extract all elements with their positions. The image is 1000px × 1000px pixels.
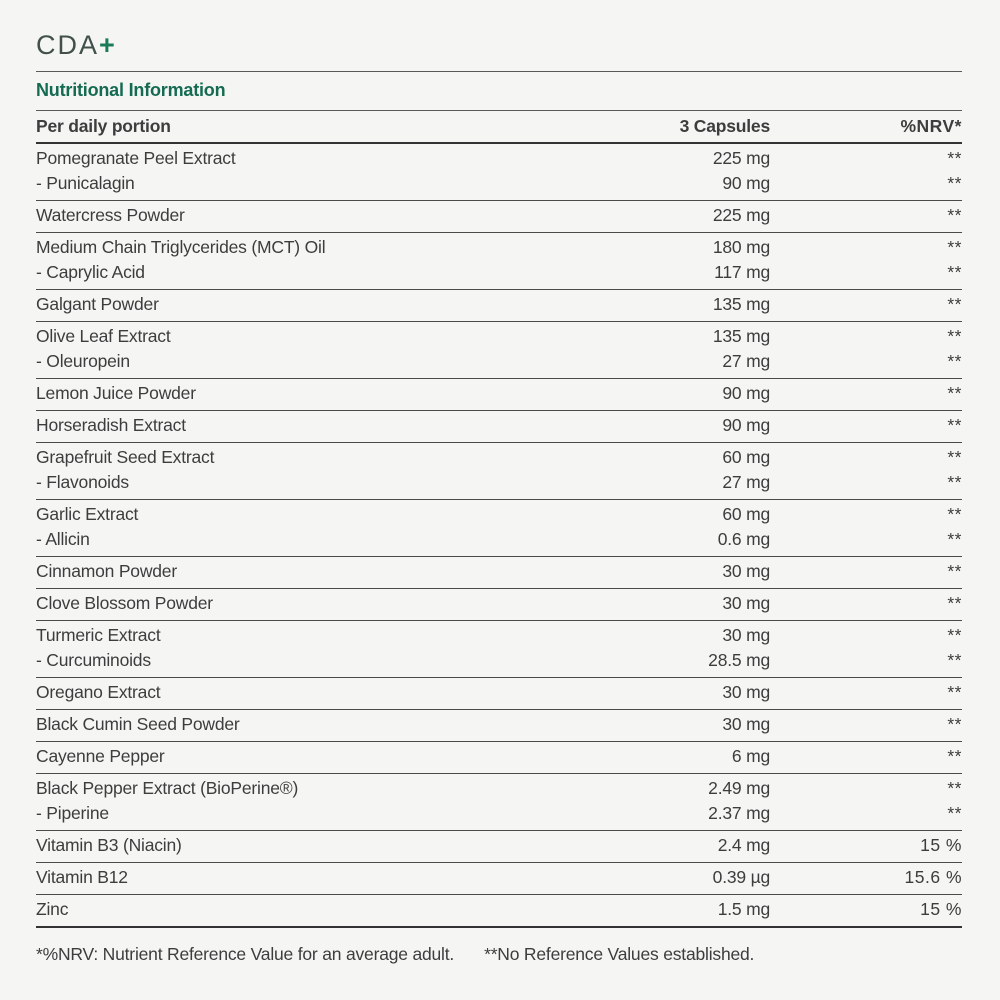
amount-value: 28.5 mg [708,650,770,670]
ingredient-line [36,502,962,527]
ingredient-name: Grapefruit Seed Extract [36,447,215,467]
amount-value: 30 mg [722,625,770,645]
brand-plus-sign: + [99,30,115,60]
ingredient-line [36,833,962,858]
ingredient-line [36,744,962,769]
table-row [36,411,962,443]
ingredient-subline [36,801,962,826]
ingredient-name: Black Pepper Extract (BioPerine®) [36,778,299,798]
nrv-value: ** [947,173,962,193]
column-header-per-daily-portion: Per daily portion [36,116,171,136]
nrv-value: ** [947,529,962,549]
nrv-value: ** [947,593,962,613]
ingredient-name: Zinc [36,899,69,919]
ingredient-subline [36,171,962,196]
column-header-capsules: 3 Capsules [679,116,770,136]
nrv-value: ** [947,383,962,403]
nrv-value: ** [947,415,962,435]
ingredient-line [36,897,962,922]
table-row [36,710,962,742]
ingredient-line [36,203,962,228]
amount-value: 0.39 µg [712,867,770,887]
ingredient-name: - Curcuminoids [36,650,151,670]
ingredient-line [36,413,962,438]
nrv-value: ** [947,262,962,282]
table-row [36,322,962,379]
table-row [36,621,962,678]
table-row [36,895,962,926]
ingredient-line [36,712,962,737]
nrv-value: ** [947,447,962,467]
ingredient-name: Vitamin B3 (Niacin) [36,835,182,855]
table-row [36,678,962,710]
brand-logo [36,26,962,71]
table-header-row [36,111,962,144]
amount-value: 225 mg [712,205,770,225]
ingredient-name: Pomegranate Peel Extract [36,148,236,168]
ingredient-name: Garlic Extract [36,504,139,524]
amount-value: 135 mg [712,294,770,314]
ingredient-name: Turmeric Extract [36,625,161,645]
table-row [36,443,962,500]
ingredient-name: Cayenne Pepper [36,746,165,766]
table-row [36,742,962,774]
amount-value: 27 mg [722,472,770,492]
ingredient-name: Lemon Juice Powder [36,383,196,403]
ingredient-name: Clove Blossom Powder [36,593,213,613]
ingredient-line [36,776,962,801]
amount-value: 30 mg [722,714,770,734]
ingredient-name: Horseradish Extract [36,415,186,435]
ingredient-name: Cinnamon Powder [36,561,177,581]
column-header-nrv: %NRV* [900,116,962,136]
ingredient-line [36,381,962,406]
ingredient-name: Medium Chain Triglycerides (MCT) Oil [36,237,326,257]
amount-value: 2.4 mg [717,835,770,855]
table-row [36,500,962,557]
ingredient-line [36,324,962,349]
table-row [36,774,962,831]
nrv-value: ** [947,472,962,492]
ingredient-name: Black Cumin Seed Powder [36,714,240,734]
brand-name: CDA [36,30,100,60]
nrv-value: ** [947,294,962,314]
nrv-value: ** [947,205,962,225]
ingredient-line [36,292,962,317]
amount-value: 117 mg [714,262,770,282]
nrv-value: 15 % [920,835,962,855]
amount-value: 90 mg [722,383,770,403]
nrv-value: ** [947,625,962,645]
amount-value: 60 mg [722,504,770,524]
nrv-value: ** [947,682,962,702]
ingredient-line [36,559,962,584]
footnote-nrv-definition: *%NRV: Nutrient Reference Value for an average adult. [36,944,455,964]
amount-value: 90 mg [722,415,770,435]
nrv-value: ** [947,650,962,670]
amount-value: 90 mg [722,173,770,193]
table-row [36,201,962,233]
ingredient-subline [36,470,962,495]
table-row [36,557,962,589]
amount-value: 0.6 mg [717,529,770,549]
ingredient-line [36,146,962,171]
ingredient-subline [36,527,962,552]
table-row [36,233,962,290]
table-row [36,589,962,621]
nrv-value: ** [947,148,962,168]
ingredient-name: - Caprylic Acid [36,262,145,282]
ingredient-name: Oregano Extract [36,682,161,702]
table-row [36,379,962,411]
ingredient-line [36,591,962,616]
ingredient-name: Olive Leaf Extract [36,326,171,346]
ingredient-name: - Allicin [36,529,90,549]
ingredient-name: - Oleuropein [36,351,130,371]
ingredient-name: - Piperine [36,803,109,823]
nrv-value: ** [947,326,962,346]
amount-value: 6 mg [731,746,770,766]
footnote-no-reference: **No Reference Values established. [484,944,755,964]
nrv-value: ** [947,561,962,581]
footnote [36,928,962,965]
ingredient-subline [36,260,962,285]
amount-value: 30 mg [722,682,770,702]
ingredient-subline [36,648,962,673]
table-row [36,863,962,895]
ingredient-name: Vitamin B12 [36,867,128,887]
nrv-value: ** [947,714,962,734]
table-row [36,144,962,201]
nrv-value: ** [947,237,962,257]
table-row [36,290,962,322]
ingredient-name: - Punicalagin [36,173,135,193]
ingredient-name: Watercress Powder [36,205,185,225]
amount-value: 30 mg [722,593,770,613]
nrv-value: ** [947,746,962,766]
nrv-value: ** [947,803,962,823]
ingredient-line [36,623,962,648]
amount-value: 180 mg [712,237,770,257]
amount-value: 60 mg [722,447,770,467]
amount-value: 2.37 mg [708,803,770,823]
section-title: Nutritional Information [36,80,226,100]
amount-value: 225 mg [712,148,770,168]
amount-value: 1.5 mg [717,899,770,919]
ingredient-line [36,445,962,470]
amount-value: 27 mg [722,351,770,371]
table-row [36,831,962,863]
ingredient-name: Galgant Powder [36,294,159,314]
ingredient-subline [36,349,962,374]
table-body [36,144,962,928]
nrv-value: ** [947,351,962,371]
amount-value: 2.49 mg [708,778,770,798]
nrv-value: 15.6 % [904,867,962,887]
amount-value: 135 mg [712,326,770,346]
nrv-value: ** [947,778,962,798]
nrv-value: ** [947,504,962,524]
ingredient-name: - Flavonoids [36,472,129,492]
ingredient-line [36,865,962,890]
ingredient-line [36,680,962,705]
ingredient-line [36,235,962,260]
amount-value: 30 mg [722,561,770,581]
nrv-value: 15 % [920,899,962,919]
